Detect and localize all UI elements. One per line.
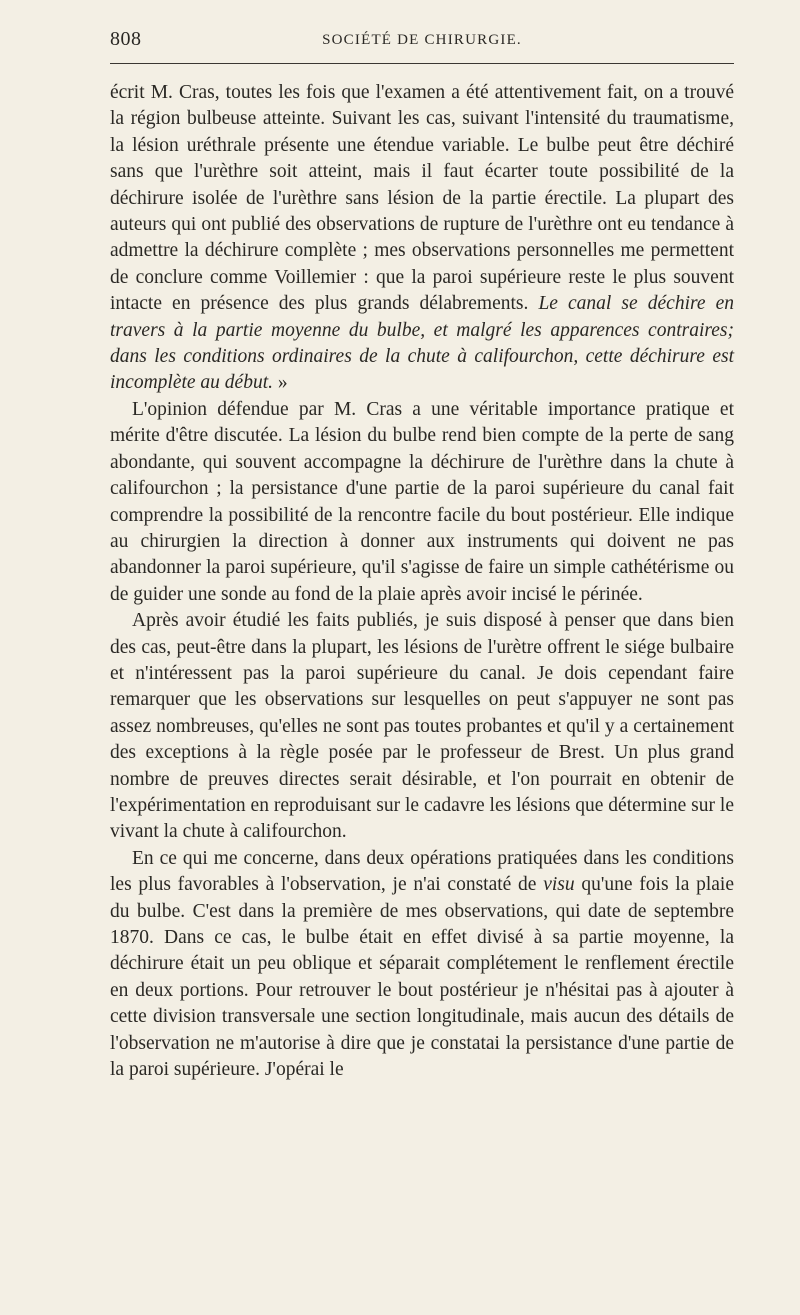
paragraph-4-text-b: qu'une fois la plaie du bulbe. C'est dans la première de mes observations, qui date de septembre 1870. Dans ce cas, le bulbe était en effet divisé à sa partie moyenne, la déchirure était un peu oblique et séparait complétement le renflement érectile en deux portions. Pour retrouver le bout postérieur je n'hésitai pas à ajouter à cette division transversale une section longitudinale, mais aucun des détails de l'observation ne m'autorise à dire que je constatai la persistance d'une partie de la paroi supérieure. J'opérai le bbox=[110, 874, 734, 1081]
paragraph-4-italic-visu: visu bbox=[543, 874, 575, 896]
paragraph-3 bbox=[110, 608, 734, 846]
running-head: SOCIÉTÉ DE CHIRURGIE. bbox=[322, 32, 522, 48]
paragraph-2-text: L'opinion défendue par M. Cras a une véritable importance pratique et mérite d'être discutée. La lésion du bulbe rend bien compte de la perte de sang abondante, qui souvent accompagne la déchirure de l'urèthre dans la chute à califourchon ; la persistance d'une partie de la paroi supérieure du canal fait comprendre la possibilité de la rencontre facile du bout postérieur. Elle indique au chirurgien la direction à donner aux instruments qui doivent ne pas abandonner la paroi supérieure, qu'il s'agisse de faire un simple cathétérisme ou de guider une sonde au fond de la plaie après avoir incisé le périnée. bbox=[110, 398, 734, 605]
paragraph-2 bbox=[110, 397, 734, 608]
page-header bbox=[110, 22, 734, 52]
paragraph-4 bbox=[110, 846, 734, 1084]
paragraph-4-text-a: En ce qui me concerne, dans deux opérations pratiquées dans les conditions les plus favorables à l'observation, je n'ai constaté de bbox=[110, 847, 734, 896]
paragraph-1-text: écrit M. Cras, toutes les fois que l'examen a été attentivement fait, on a trouvé la région bulbeuse atteinte. Suivant les cas, suivant l'intensité du traumatisme, la lésion uréthrale présente une étendue variable. Le bulbe peut être déchiré sans que l'urèthre soit atteint, mais il faut écarter toute possibilité de la déchirure isolée de l'urèthre sans lésion de la partie érectile. La plupart des auteurs qui ont publié des observations de rupture de l'urèthre ont eu tendance à admettre la déchirure complète ; mes observations personnelles me permettent de conclure comme Voillemier : que la paroi supérieure reste le plus souvent intacte en présence des plus grands délabrements. bbox=[110, 82, 734, 315]
body-text bbox=[110, 80, 734, 1083]
paragraph-1 bbox=[110, 80, 734, 397]
paragraph-1-italic-quote: Le canal se déchire en travers à la partie moyenne du bulbe, et malgré les apparences contraires; dans les conditions ordinaires de la chute à califourchon, cette déchirure est incomplète au début. bbox=[110, 293, 734, 394]
page-number: 808 bbox=[110, 28, 142, 50]
paragraph-1-closing-quote: » bbox=[273, 372, 288, 394]
header-rule bbox=[110, 63, 734, 64]
paragraph-3-text: Après avoir étudié les faits publiés, je suis disposé à penser que dans bien des cas, peut-être dans la plupart, les lésions de l'urètre offrent le siége bulbaire et n'intéressent pas la paroi supérieure du canal. Je dois cependant faire remarquer que les observations sur lesquelles on peut s'appuyer ne sont pas assez nombreuses, qu'elles ne sont pas toutes probantes et qu'il y a certainement des exceptions à la règle posée par le professeur de Brest. Un plus grand nombre de preuves directes serait désirable, et l'on pourrait en obtenir de l'expérimentation en reproduisant sur le cadavre les lésions que détermine sur le vivant la chute à califourchon. bbox=[110, 610, 734, 843]
